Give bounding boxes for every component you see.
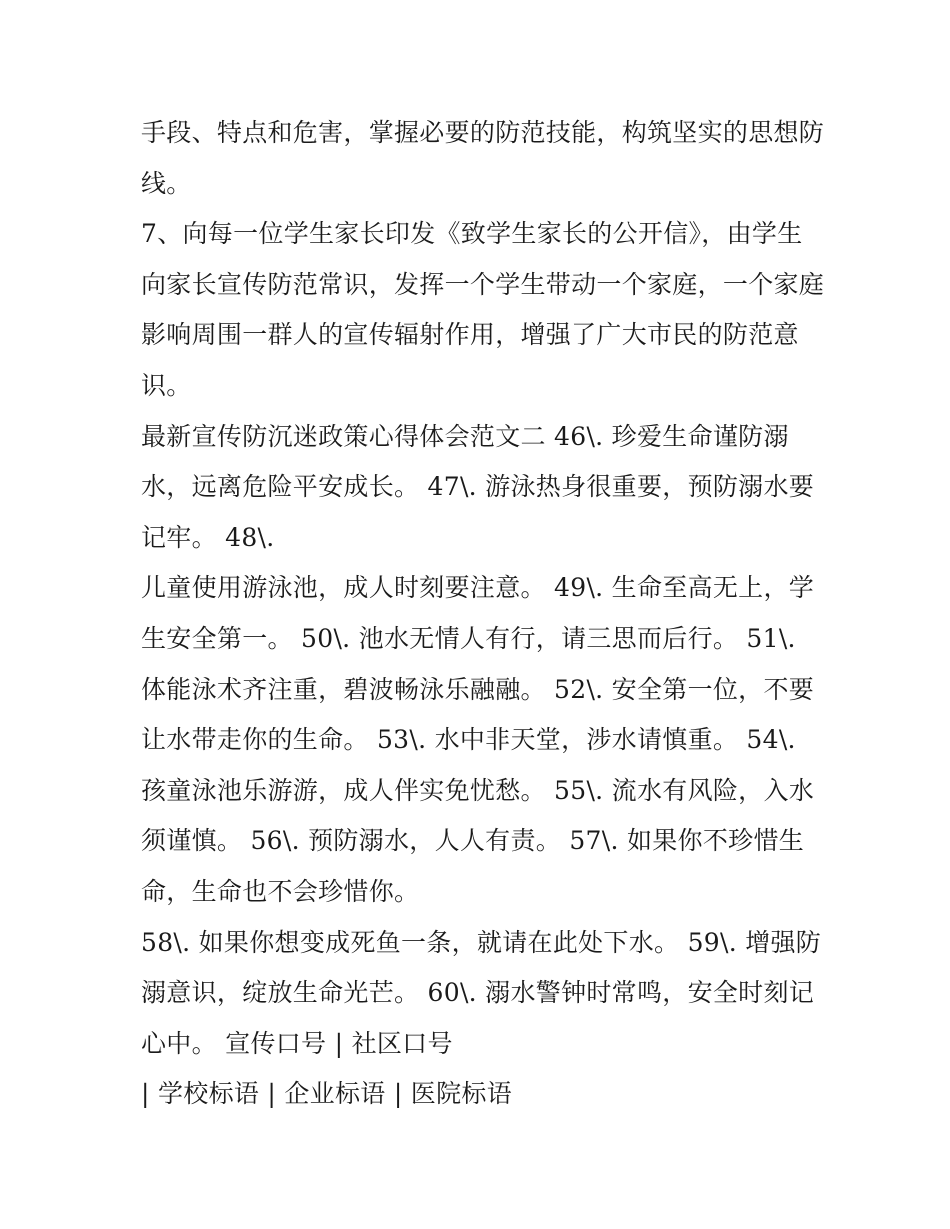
text-line: 最新宣传防沉迷政策心得体会范文二 46\. 珍爱生命谨防溺 <box>141 421 789 451</box>
text-line: 水，远离危险平安成长。 47\. 游泳热身很重要，预防溺水要 <box>141 472 815 502</box>
text-line: 心中。 宣传口号 | 社区口号 <box>141 1028 453 1058</box>
text-line: 记牢。 48\. <box>141 522 275 552</box>
text-line: 7、向每一位学生家长印发《致学生家长的公开信》，由学生 <box>141 219 803 249</box>
text-line: | 学校标语 | 企业标语 | 医院标语 <box>141 1079 513 1109</box>
text-line: 儿童使用游泳池，成人时刻要注意。 49\. 生命至高无上，学 <box>141 573 815 603</box>
text-line: 溺意识，绽放生命光芒。 60\. 溺水警钟时常鸣，安全时刻记 <box>141 978 815 1008</box>
text-line: 命，生命也不会珍惜你。 <box>141 876 420 906</box>
text-line: 向家长宣传防范常识，发挥一个学生带动一个家庭，一个家庭 <box>141 269 825 299</box>
document-body <box>141 108 825 1120</box>
text-line: 识。 <box>141 370 192 400</box>
text-line: 让水带走你的生命。 53\. 水中非天堂，涉水请慎重。 54\. <box>141 725 796 755</box>
text-line: 生安全第一。 50\. 池水无情人有行，请三思而后行。 51\. <box>141 623 796 653</box>
text-line: 孩童泳池乐游游，成人伴实免忧愁。 55\. 流水有风险，入水 <box>141 775 815 805</box>
text-line: 线。 <box>141 168 192 198</box>
text-line: 须谨慎。 56\. 预防溺水，人人有责。 57\. 如果你不珍惜生 <box>141 826 805 856</box>
text-line: 手段、特点和危害，掌握必要的防范技能，构筑坚实的思想防 <box>141 118 825 147</box>
text-line: 58\. 如果你想变成死鱼一条，就请在此处下水。 59\. 增强防 <box>141 927 822 957</box>
text-line: 体能泳术齐注重，碧波畅泳乐融融。 52\. 安全第一位，不要 <box>141 674 815 704</box>
text-line: 影响周围一群人的宣传辐射作用，增强了广大市民的防范意 <box>141 320 799 350</box>
